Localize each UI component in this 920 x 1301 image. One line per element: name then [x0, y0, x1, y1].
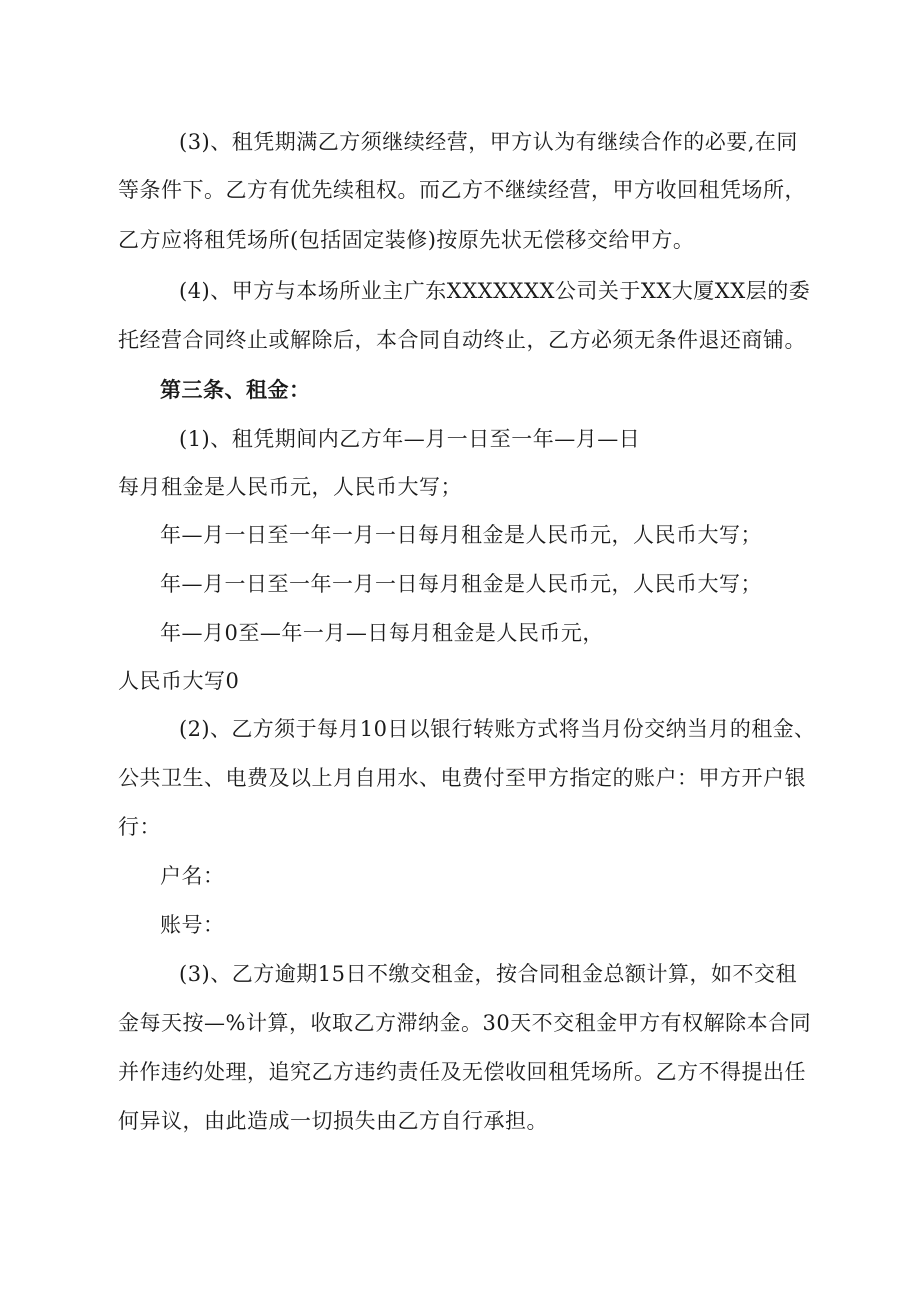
- rent-1-line-4: 年—月一日至一年一月一日每月租金是人民币元，人民币大写；: [160, 572, 762, 596]
- account-name-label: 户名：: [160, 864, 225, 888]
- account-number-label: 账号：: [160, 913, 225, 937]
- rent-3-line-3: 并作违约处理，追究乙方违约责任及无偿收回租凭场所。乙方不得提出任: [118, 1060, 806, 1084]
- rent-3-line-2: 金每天按—%计算，收取乙方滞纳金。30天不交租金甲方有权解除本合同: [118, 1011, 812, 1035]
- rent-2-line-2: 公共卫生、电费及以上月自用水、电费付至甲方指定的账户：甲方开户银: [118, 766, 806, 790]
- clause-3-3-line-2: 等条件下。乙方有优先续租权。而乙方不继续经营，甲方收回租凭场所，: [118, 178, 806, 202]
- clause-3-3-line-3: 乙方应将租凭场所(包括固定装修)按原先状无偿移交给甲方。: [118, 228, 695, 252]
- article-3-title: 第三条、租金：: [160, 377, 311, 402]
- clause-3-3-line-1: (3)、租凭期满乙方须继续经营，甲方认为有继续合作的必要,在同: [179, 130, 798, 154]
- rent-1-line-1: (1)、租凭期间内乙方年—月一日至一年—月—日: [179, 427, 641, 451]
- rent-1-line-6: 人民币大写0: [118, 669, 240, 693]
- rent-3-line-1: (3)、乙方逾期15日不缴交租金，按合同租金总额计算，如不交租: [179, 962, 797, 986]
- rent-3-line-4: 何异议，由此造成一切损失由乙方自行承担。: [118, 1109, 548, 1133]
- rent-1-line-3: 年—月一日至一年一月一日每月租金是人民币元，人民币大写；: [160, 523, 762, 547]
- rent-1-line-5: 年—月0至—年一月—日每月租金是人民币元，: [160, 621, 604, 645]
- rent-1-line-2: 每月租金是人民币元，人民币大写；: [118, 475, 462, 499]
- rent-2-line-3: 行：: [118, 815, 161, 839]
- clause-3-4-line-1: (4)、甲方与本场所业主广东XXXXXXX公司关于XX大厦XX层的委: [179, 279, 811, 303]
- rent-2-line-1: (2)、乙方须于每月10日以银行转账方式将当月份交纳当月的租金、: [179, 717, 816, 741]
- clause-3-4-line-2: 托经营合同终止或解除后，本合同自动终止，乙方必须无条件退还商铺。: [118, 328, 806, 352]
